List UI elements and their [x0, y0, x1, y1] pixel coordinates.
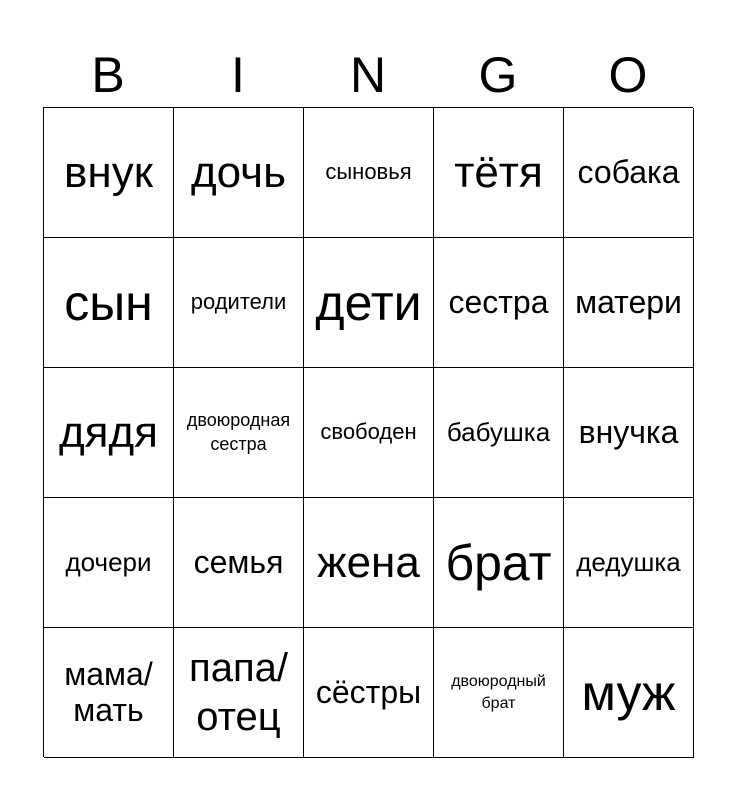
- bingo-cell[interactable]: [174, 238, 304, 368]
- cell-label: семья: [193, 543, 284, 580]
- bingo-cell[interactable]: [44, 628, 174, 758]
- bingo-card: [43, 107, 693, 757]
- cell-label: папа/ отец: [189, 645, 288, 739]
- cell-label: дочери: [65, 546, 152, 577]
- cell-label: двоюродная сестра: [186, 410, 291, 454]
- cell-label: сестра: [448, 283, 549, 320]
- cell-label: свободен: [320, 419, 417, 445]
- header-letter-g: G: [478, 47, 518, 103]
- bingo-cell[interactable]: [434, 108, 564, 238]
- cell-label: бабушка: [446, 416, 551, 447]
- bingo-cell[interactable]: [174, 498, 304, 628]
- cell-label: собака: [577, 153, 680, 190]
- cell-label: матери: [575, 283, 682, 320]
- cell-label: дочь: [190, 147, 287, 197]
- bingo-cell[interactable]: [174, 108, 304, 238]
- cell-label: дедушка: [576, 546, 681, 577]
- cell-label: мама/ мать: [64, 655, 153, 728]
- cell-label: сын: [64, 274, 153, 331]
- bingo-cell[interactable]: [304, 238, 434, 368]
- cell-label: сыновья: [325, 159, 412, 185]
- cell-label: жена: [317, 537, 420, 587]
- bingo-cell[interactable]: [304, 498, 434, 628]
- bingo-cell[interactable]: [434, 498, 564, 628]
- bingo-header: [43, 42, 693, 108]
- header-letter-b: B: [91, 47, 125, 103]
- header-letter-o: O: [608, 47, 648, 103]
- bingo-cell[interactable]: [174, 368, 304, 498]
- bingo-cell[interactable]: [564, 498, 694, 628]
- header-letter-i: I: [231, 47, 245, 103]
- cell-label: брат: [445, 534, 552, 591]
- bingo-cell[interactable]: [564, 238, 694, 368]
- bingo-cell[interactable]: [564, 628, 694, 758]
- bingo-cell[interactable]: [434, 238, 564, 368]
- cell-label: дети: [315, 274, 422, 331]
- bingo-cell[interactable]: [304, 368, 434, 498]
- cell-label: сёстры: [315, 673, 422, 710]
- cell-label: родители: [190, 289, 287, 315]
- bingo-cell[interactable]: [174, 628, 304, 758]
- cell-label: тётя: [454, 147, 543, 197]
- bingo-cell[interactable]: [304, 108, 434, 238]
- header-letter-n: N: [349, 47, 387, 103]
- bingo-cell[interactable]: [564, 368, 694, 498]
- bingo-cell[interactable]: [434, 628, 564, 758]
- cell-label: двоюродный брат: [451, 672, 546, 712]
- bingo-cell[interactable]: [44, 368, 174, 498]
- bingo-cell[interactable]: [304, 628, 434, 758]
- bingo-cell[interactable]: [44, 238, 174, 368]
- cell-label: дядя: [59, 407, 158, 457]
- cell-label: муж: [581, 664, 676, 721]
- bingo-cell[interactable]: [44, 108, 174, 238]
- bingo-cell[interactable]: [564, 108, 694, 238]
- cell-label: внук: [64, 147, 153, 197]
- bingo-cell[interactable]: [434, 368, 564, 498]
- cell-label: внучка: [578, 413, 679, 450]
- bingo-cell[interactable]: [44, 498, 174, 628]
